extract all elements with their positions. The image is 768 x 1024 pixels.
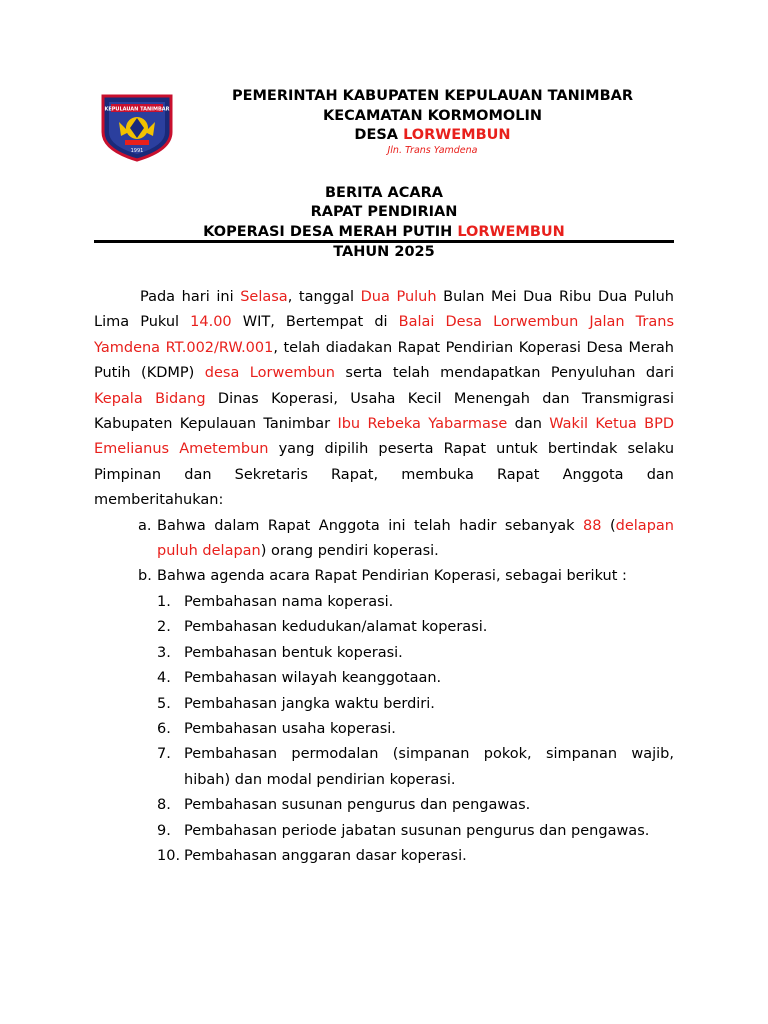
agenda-number: 4. xyxy=(157,670,171,687)
doc-title-village: LORWEMBUN xyxy=(457,224,565,240)
attendee-count: 88 xyxy=(583,517,602,534)
doc-title-year: TAHUN 2025 xyxy=(333,244,435,260)
agenda-text: Pembahasan wilayah keanggotaan. xyxy=(184,670,442,687)
intro-date: Dua Puluh xyxy=(360,289,437,305)
intro-text: Dinas Koperasi, Usaha Kecil Menengah dan Transmigrasi Kabupaten Kepulauan Tanimbar xyxy=(94,390,675,433)
intro-text: WIT, Bertempat di xyxy=(231,314,399,331)
agenda-item xyxy=(94,666,674,691)
intro-text: , telah diadakan Rapat Pendirian Koperasi Desa Merah Putih (KDMP) xyxy=(94,339,674,382)
logo-year: 1991 xyxy=(130,148,144,154)
header-address: Jln. Trans Yamdena xyxy=(387,145,478,156)
agenda-list xyxy=(94,590,674,869)
intro-venue: Balai Desa Lorwembun Jalan Trans Yamdena RT.002/RW.001 xyxy=(94,314,675,356)
intro-text: Pada hari ini xyxy=(140,289,241,305)
agenda-number: 3. xyxy=(157,644,171,661)
intro-time: 14.00 xyxy=(190,314,232,331)
intro-village: desa Lorwembun xyxy=(204,365,335,382)
agenda-text: Pembahasan permodalan (simpanan pokok, simpanan wajib, hibah) dan modal pendirian koperasi. xyxy=(184,746,674,788)
item-a-text: ) orang pendiri koperasi. xyxy=(260,543,439,560)
agenda-text: Pembahasan jangka waktu berdiri. xyxy=(184,695,435,712)
intro-official-title: Kepala Bidang xyxy=(94,390,206,407)
document-body xyxy=(94,285,674,869)
intro-text: , tanggal xyxy=(287,289,361,305)
agenda-number: 5. xyxy=(157,695,171,712)
attendee-count-words: delapan puluh delapan xyxy=(157,517,674,560)
agenda-item xyxy=(94,692,674,717)
agenda-number: 9. xyxy=(157,822,171,839)
agenda-number: 8. xyxy=(157,797,171,814)
header-line-village xyxy=(190,125,675,145)
intro-text: yang dipilih peserta Rapat untuk bertindak selaku Pimpinan dan Sekretaris Rapat, membuka Rapat Anggota dan memberitahukan: xyxy=(94,441,675,509)
intro-text: dan xyxy=(507,416,550,433)
agenda-item xyxy=(94,717,674,742)
intro-text: serta telah mendapatkan Penyuluhan dari xyxy=(334,365,674,382)
intro-paragraph xyxy=(94,285,674,514)
agenda-text: Pembahasan kedudukan/alamat koperasi. xyxy=(184,619,488,636)
list-item-a xyxy=(94,514,674,565)
header-village-prefix: DESA xyxy=(354,127,404,143)
doc-title-cooperative: KOPERASI DESA MERAH PUTIH xyxy=(203,224,458,240)
agenda-text: Pembahasan bentuk koperasi. xyxy=(184,644,403,661)
agenda-number: 2. xyxy=(157,619,171,636)
item-a-text: Bahwa dalam Rapat Anggota ini telah hadir sebanyak xyxy=(157,517,584,534)
intro-text: Bulan Mei Dua Ribu Dua Puluh Lima Pukul xyxy=(94,289,674,331)
agenda-text: Pembahasan usaha koperasi. xyxy=(184,720,396,737)
agenda-number: 1. xyxy=(157,593,171,610)
agenda-item xyxy=(94,793,674,818)
intro-official-name: Ibu Rebeka Yabarmase xyxy=(337,416,508,433)
logo-text: KEPULAUAN TANIMBAR xyxy=(104,106,170,113)
agenda-item xyxy=(94,615,674,640)
agenda-number: 6. xyxy=(157,720,171,737)
agenda-item xyxy=(94,641,674,666)
intro-day: Selasa xyxy=(240,289,288,305)
agenda-text: Pembahasan susunan pengurus dan pengawas. xyxy=(184,797,531,814)
list-item-b xyxy=(94,564,674,589)
item-a-text: ( xyxy=(601,517,616,534)
header-line-district: KECAMATAN KORMOMOLIN xyxy=(322,108,543,124)
kabupaten-emblem-logo xyxy=(99,92,175,162)
agenda-number: 10. xyxy=(157,847,181,864)
agenda-number: 7. xyxy=(157,746,171,763)
list-marker-a: a. xyxy=(138,517,152,534)
agenda-text: Pembahasan nama koperasi. xyxy=(184,593,394,610)
agenda-text: Pembahasan anggaran dasar koperasi. xyxy=(184,847,467,864)
header-line-government: PEMERINTAH KABUPATEN KEPULAUAN TANIMBAR xyxy=(231,88,634,104)
doc-title-line1: BERITA ACARA xyxy=(324,185,444,201)
item-b-text: Bahwa agenda acara Rapat Pendirian Koperasi, sebagai berikut : xyxy=(157,568,627,585)
agenda-item xyxy=(94,742,674,793)
header-village-name: LORWEMBUN xyxy=(403,127,511,143)
agenda-item xyxy=(94,844,674,869)
agenda-text: Pembahasan periode jabatan susunan pengurus dan pengawas. xyxy=(184,822,650,839)
list-marker-b: b. xyxy=(138,568,152,585)
agenda-item xyxy=(94,819,674,844)
doc-title-line2: RAPAT PENDIRIAN xyxy=(310,204,458,220)
agenda-item xyxy=(94,590,674,615)
intro-secretary: Wakil Ketua BPD Emelianus Ametembun xyxy=(94,416,675,458)
